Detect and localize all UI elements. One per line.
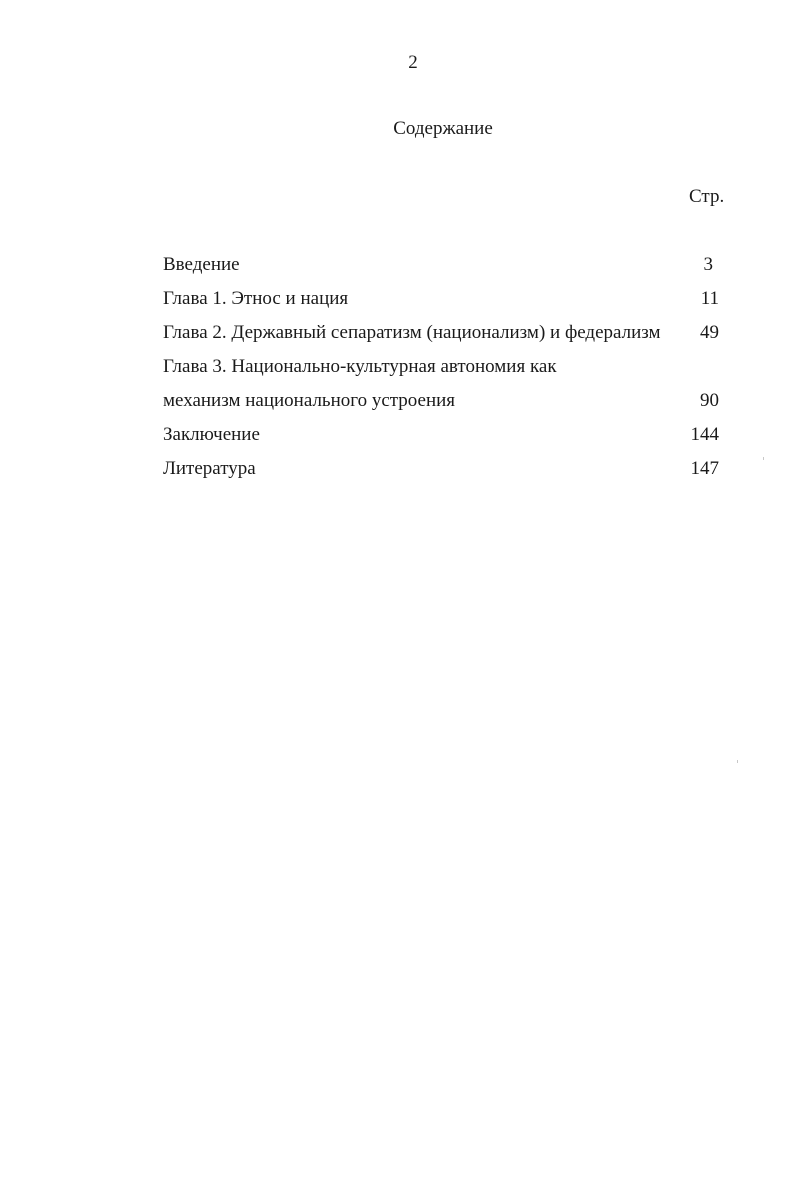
scan-speck [763,457,764,460]
toc-entry-page: 90 [700,390,719,411]
table-of-contents [163,253,719,491]
toc-entry-title: Глава 3. Национально-культурная автономия как [163,356,557,377]
toc-entry-title: Заключение [163,424,260,445]
toc-entry [163,389,719,423]
toc-entry [163,423,719,457]
toc-entry [163,355,719,389]
page-title: Содержание [393,118,493,139]
toc-entry-title: механизм национального устроения [163,390,456,411]
toc-entry-page: 3 [703,254,713,275]
toc-entry-page: 147 [690,458,719,479]
toc-entry [163,253,719,287]
toc-entry-title: Глава 1. Этнос и нация [163,288,349,309]
toc-entry-title: Литература [163,458,256,479]
page-number: 2 [408,52,418,73]
toc-entry [163,287,719,321]
toc-entry [163,457,719,491]
toc-entry [163,321,719,355]
toc-entry-page: 144 [690,424,719,445]
scan-speck [737,760,738,763]
toc-entry-page: 49 [700,322,719,343]
toc-entry-title: Введение [163,254,240,275]
toc-entry-page: 11 [700,288,719,309]
pages-column-label: Стр. [689,186,725,207]
toc-entry-title: Глава 2. Державный сепаратизм (национализм) и федерализм [163,322,661,343]
